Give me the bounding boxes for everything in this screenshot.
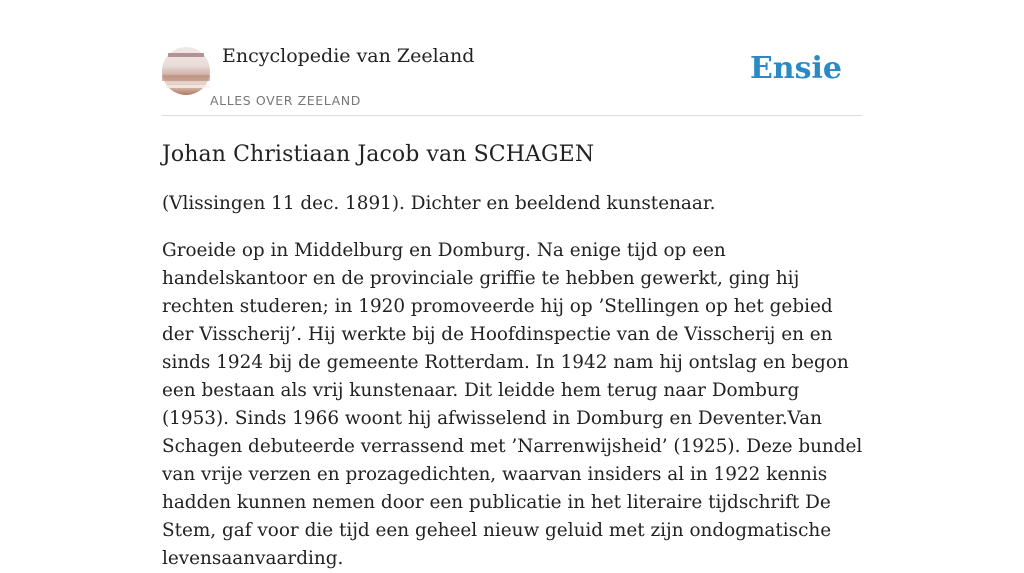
site-title[interactable]: Encyclopedie van Zeeland <box>222 45 475 67</box>
site-avatar[interactable] <box>162 47 210 95</box>
site-subtitle: ALLES OVER ZEELAND <box>210 93 361 108</box>
site-header <box>162 0 862 116</box>
article-title: Johan Christiaan Jacob van SCHAGEN <box>162 142 595 167</box>
article-body: Groeide op in Middelburg en Domburg. Na enige tijd op een handelskantoor en de provinciale griffie te hebben gewerkt, ging hij rechten studeren; in 1920 promoveerde hij op ’Stellingen op het gebied der Visscherij’. Hij werkte bij de Hoofdinspectie van de Visscherij en en sinds 1924 bij de gemeente Rotterdam. In 1942 nam hij ontslag en begon een bestaan als vrij kunstenaar. Dit leidde hem terug naar Domburg (1953). Sinds 1966 woont hij afwisselend in Domburg en Deventer.Van Schagen debuteerde verrassend met ’Narrenwijsheid’ (1925). Deze bundel van vrije verzen en prozagedichten, waarvan insiders al in 1922 kennis hadden kunnen nemen door een publicatie in het literaire tijdschrift De Stem, gaf voor die tijd een geheel nieuw geluid met zijn ondogmatische levensaanvaarding. <box>162 240 863 569</box>
avatar-image-detail <box>166 85 210 88</box>
article-intro: (Vlissingen 11 dec. 1891). Dichter en beeldend kunstenaar. <box>162 193 716 214</box>
brand-logo-link[interactable]: Ensie <box>749 51 842 86</box>
avatar-image-detail <box>162 75 210 81</box>
article <box>162 139 864 573</box>
avatar-image-detail <box>168 53 204 57</box>
